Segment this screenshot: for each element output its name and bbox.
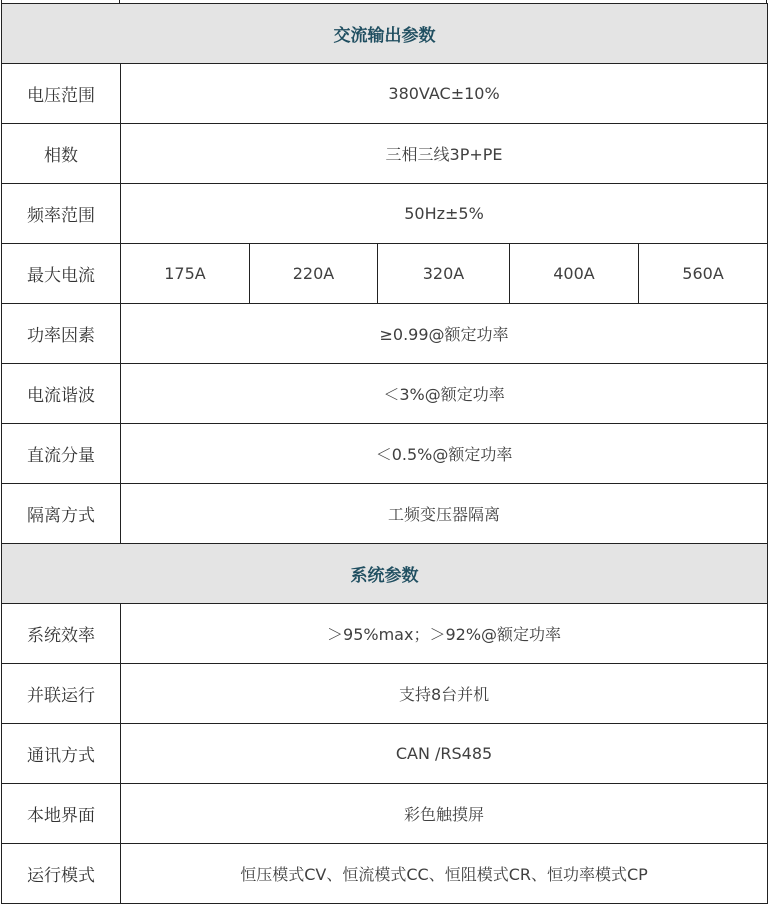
table-row — [2, 664, 768, 724]
table-row — [2, 784, 768, 844]
row-value: 支持8台并机 — [121, 664, 768, 724]
row-label: 系统效率 — [2, 604, 121, 664]
row-label: 电压范围 — [2, 64, 121, 124]
row-value: ＜0.5%@额定功率 — [121, 424, 768, 484]
section-header-row — [2, 4, 768, 64]
row-label: 频率范围 — [2, 184, 121, 244]
current-value-cell: 560A — [639, 244, 768, 304]
row-label: 并联运行 — [2, 664, 121, 724]
row-value: ＜3%@额定功率 — [121, 364, 768, 424]
table-row — [2, 604, 768, 664]
spec-table — [1, 3, 768, 904]
current-value-cell: 175A — [121, 244, 250, 304]
row-value: ＞95%max；＞92%@额定功率 — [121, 604, 768, 664]
table-row — [2, 844, 768, 904]
row-label: 功率因素 — [2, 304, 121, 364]
row-label: 直流分量 — [2, 424, 121, 484]
section-title-ac-output: 交流输出参数 — [2, 4, 768, 64]
row-value: 380VAC±10% — [121, 64, 768, 124]
row-label: 最大电流 — [2, 244, 121, 304]
table-row — [2, 244, 768, 304]
row-label: 隔离方式 — [2, 484, 121, 544]
table-row — [2, 64, 768, 124]
table-row — [2, 424, 768, 484]
table-row — [2, 364, 768, 424]
current-value-cell: 220A — [250, 244, 378, 304]
table-row — [2, 484, 768, 544]
table-row — [2, 184, 768, 244]
row-label: 相数 — [2, 124, 121, 184]
table-row — [2, 304, 768, 364]
row-label: 电流谐波 — [2, 364, 121, 424]
current-value-cell: 400A — [510, 244, 639, 304]
row-value: 50Hz±5% — [121, 184, 768, 244]
current-value-cell: 320A — [378, 244, 510, 304]
row-value: 彩色触摸屏 — [121, 784, 768, 844]
row-label: 本地界面 — [2, 784, 121, 844]
section-title-system: 系统参数 — [2, 544, 768, 604]
row-value: 工频变压器隔离 — [121, 484, 768, 544]
row-label: 通讯方式 — [2, 724, 121, 784]
row-value: 恒压模式CV、恒流模式CC、恒阻模式CR、恒功率模式CP — [121, 844, 768, 904]
row-value: ≥0.99@额定功率 — [121, 304, 768, 364]
row-label: 运行模式 — [2, 844, 121, 904]
row-value: 三相三线3P+PE — [121, 124, 768, 184]
section-header-row — [2, 544, 768, 604]
table-row — [2, 724, 768, 784]
row-value: CAN /RS485 — [121, 724, 768, 784]
table-row — [2, 124, 768, 184]
